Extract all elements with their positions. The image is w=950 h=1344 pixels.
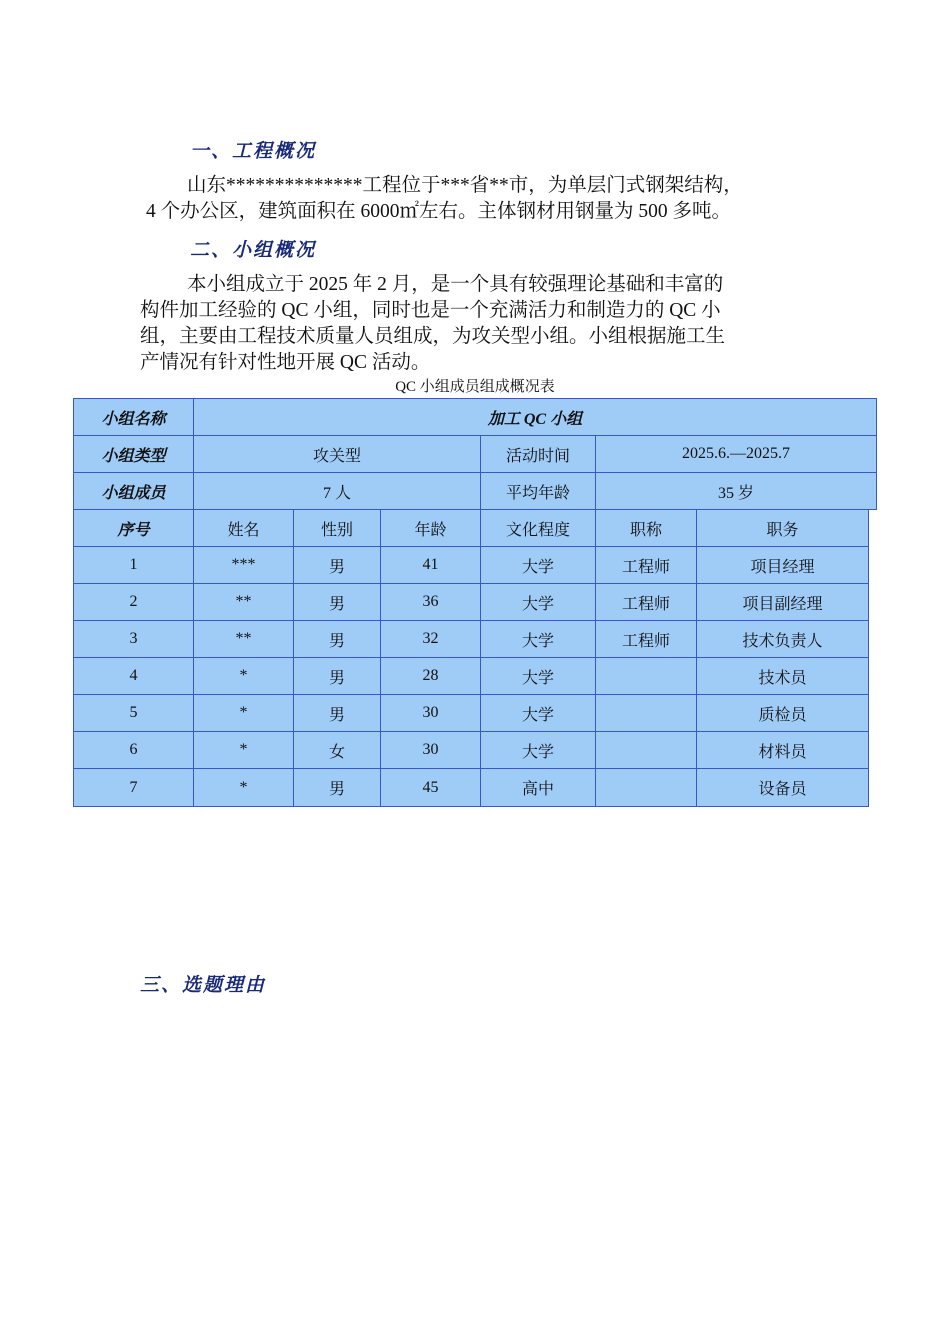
table-cell: 男 [293,620,381,658]
table-cell: 高中 [480,768,596,807]
table-cell: 45 [380,768,481,807]
table-cell: 质检员 [696,694,869,732]
paragraph-line: 构件加工经验的 QC 小组，同时也是一个充满活力和制造力的 QC 小 [140,300,721,321]
table-cell: 大学 [480,657,596,695]
table-cell [595,731,697,769]
table-label-members: 小组成员 [73,472,194,510]
section-1-title: 一、工程概况 [190,140,317,162]
section-3-title: 三、选题理由 [140,974,267,996]
table-cell: 男 [293,694,381,732]
paragraph-line: 山东**************工程位于***省**市，为单层门式钢架结构， [187,175,743,196]
table-cell: 男 [293,657,381,695]
table-cell: 项目经理 [696,546,869,584]
section-2-paragraph [140,272,725,376]
table-cell: 技术负责人 [696,620,869,658]
table-cell: 女 [293,731,381,769]
table-cell: 工程师 [595,546,697,584]
table-cell: 男 [293,546,381,584]
table-value-group-name: 加工 QC 小组 [193,398,877,436]
paragraph-line: 4 个办公区，建筑面积在 6000㎡左右。主体钢材用钢量为 500 多吨。 [146,201,732,222]
table-value-members: 7 人 [193,472,481,510]
table-cell: 技术员 [696,657,869,695]
table-cell: 5 [73,694,194,732]
table-cell: 大学 [480,546,596,584]
table-cell: 4 [73,657,194,695]
table-label-group-name: 小组名称 [73,398,194,436]
table-cell: 2 [73,583,194,621]
table-cell: ** [193,620,294,658]
table-column-header: 序号 [73,509,194,547]
table-cell: * [193,657,294,695]
table-cell: 男 [293,768,381,807]
table-cell: 大学 [480,583,596,621]
table-cell: 大学 [480,694,596,732]
table-cell: 36 [380,583,481,621]
table-cell: *** [193,546,294,584]
table-value-group-type: 攻关型 [193,435,481,473]
table-column-header: 姓名 [193,509,294,547]
table-cell: 工程师 [595,583,697,621]
table-label-average-age: 平均年龄 [480,472,596,510]
table-cell: * [193,731,294,769]
paragraph-line: 本小组成立于 2025 年 2 月，是一个具有较强理论基础和丰富的 [187,274,724,295]
table-cell: 工程师 [595,620,697,658]
table-cell: 30 [380,731,481,769]
table-label-activity-time: 活动时间 [480,435,596,473]
table-column-header: 职称 [595,509,697,547]
table-cell: 7 [73,768,194,807]
table-cell: ** [193,583,294,621]
paragraph-line: 组，主要由工程技术质量人员组成，为攻关型小组。小组根据施工生 [140,326,726,347]
paragraph-line: 产情况有针对性地开展 QC 活动。 [140,352,431,373]
table-cell: 28 [380,657,481,695]
table-cell [595,694,697,732]
table-value-activity-time: 2025.6.—2025.7 [595,435,877,473]
table-cell: 6 [73,731,194,769]
table-cell: 41 [380,546,481,584]
table-cell: 材料员 [696,731,869,769]
table-value-average-age: 35 岁 [595,472,877,510]
table-cell: 大学 [480,731,596,769]
table-cell: 男 [293,583,381,621]
section-2-title: 二、小组概况 [190,239,317,261]
table-cell: 大学 [480,620,596,658]
table-column-header: 文化程度 [480,509,596,547]
table-cell: 3 [73,620,194,658]
table-cell: 1 [73,546,194,584]
table-cell: * [193,768,294,807]
table-column-header: 年龄 [380,509,481,547]
table-column-header: 性别 [293,509,381,547]
table-cell: 项目副经理 [696,583,869,621]
table-label-group-type: 小组类型 [73,435,194,473]
table-cell: * [193,694,294,732]
table-caption: QC 小组成员组成概况表 [395,379,555,395]
table-cell [595,657,697,695]
table-cell: 30 [380,694,481,732]
table-cell: 32 [380,620,481,658]
table-cell [595,768,697,807]
section-1-paragraph [146,173,743,225]
table-column-header: 职务 [696,509,869,547]
table-cell: 设备员 [696,768,869,807]
